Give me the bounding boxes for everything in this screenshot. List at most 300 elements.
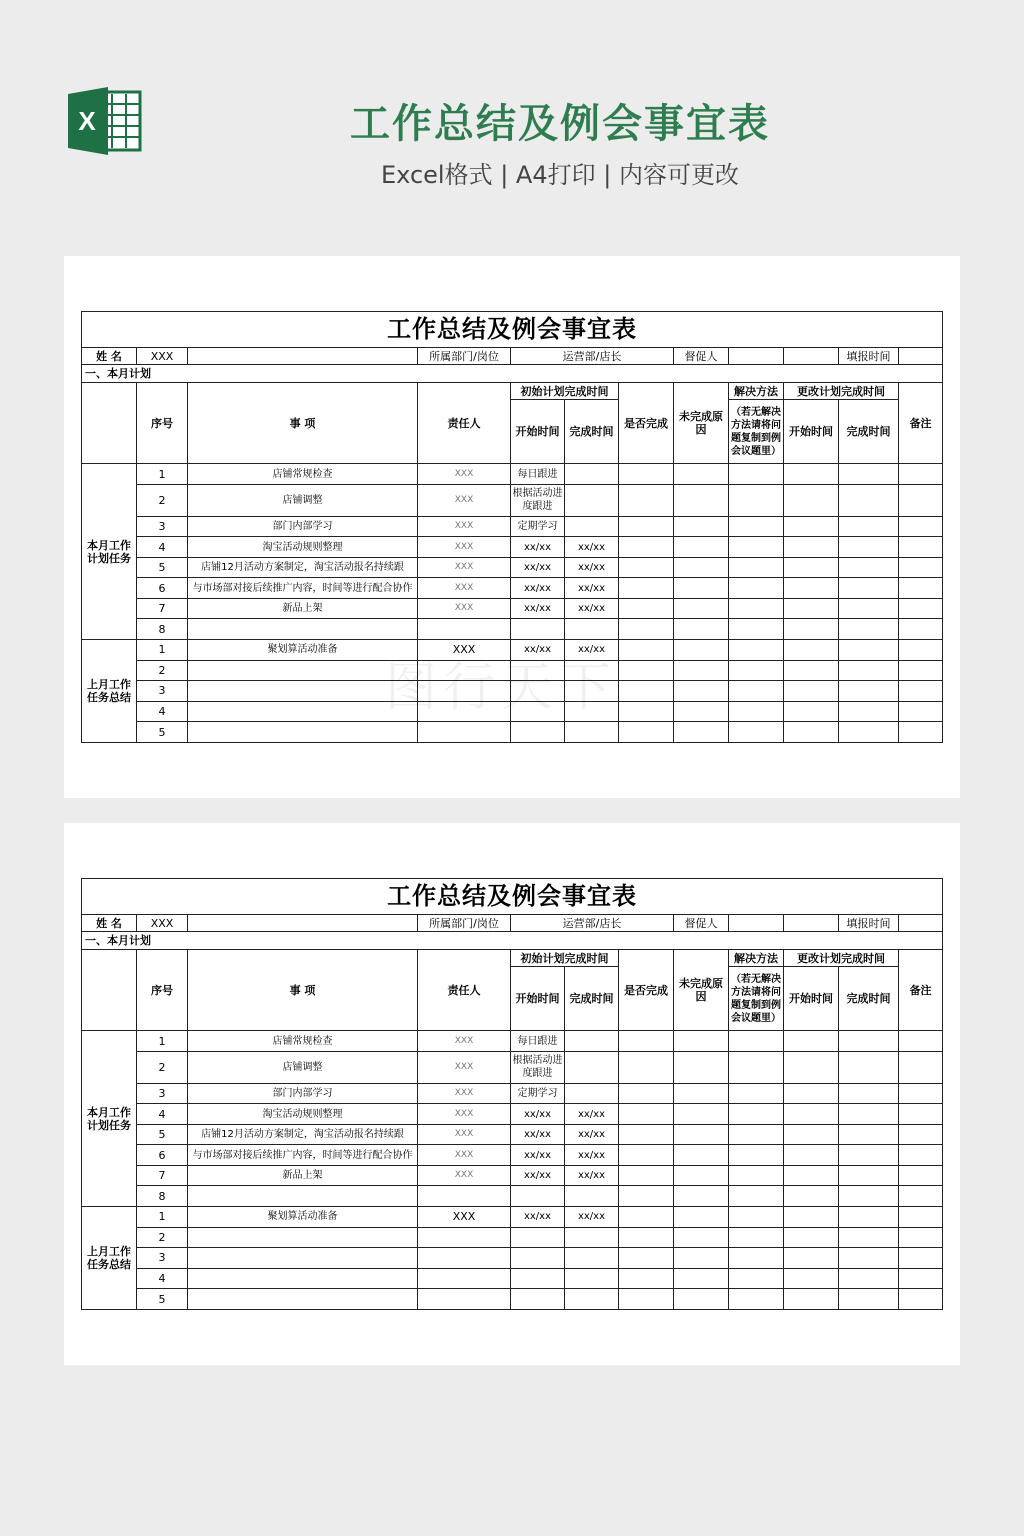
empty-cell[interactable]	[729, 1145, 784, 1166]
empty-cell[interactable]	[674, 1083, 729, 1104]
empty-cell[interactable]	[619, 537, 674, 558]
row-item[interactable]: 与市场部对接后续推广内容，时间等进行配合协作	[188, 1145, 418, 1166]
empty-cell[interactable]	[619, 640, 674, 661]
empty-cell[interactable]	[674, 484, 729, 516]
empty-cell[interactable]	[784, 1165, 839, 1186]
row-item[interactable]: 新品上架	[188, 598, 418, 619]
row-owner[interactable]: XXX	[418, 537, 511, 558]
row-item[interactable]: 店铺常规检查	[188, 464, 418, 485]
empty-cell[interactable]	[619, 1051, 674, 1083]
empty-cell[interactable]	[784, 1186, 839, 1207]
empty-cell[interactable]	[674, 1031, 729, 1052]
row-start[interactable]	[511, 619, 565, 640]
row-owner[interactable]	[418, 1289, 511, 1310]
empty-cell[interactable]	[729, 557, 784, 578]
empty-cell[interactable]	[674, 1104, 729, 1125]
empty-cell[interactable]	[674, 1145, 729, 1166]
empty-cell[interactable]	[899, 464, 943, 485]
row-no[interactable]: 2	[137, 1051, 188, 1083]
empty-cell[interactable]	[784, 722, 839, 743]
row-no[interactable]: 1	[137, 640, 188, 661]
empty-cell[interactable]	[784, 1051, 839, 1083]
empty-cell[interactable]	[899, 537, 943, 558]
row-start[interactable]	[511, 660, 565, 681]
empty-cell[interactable]	[674, 578, 729, 599]
row-start[interactable]	[511, 1248, 565, 1269]
empty-cell[interactable]	[899, 484, 943, 516]
empty-cell[interactable]	[784, 464, 839, 485]
empty-cell[interactable]	[899, 1268, 943, 1289]
empty-cell[interactable]	[899, 1051, 943, 1083]
row-item[interactable]: 店铺调整	[188, 484, 418, 516]
row-start[interactable]	[511, 1186, 565, 1207]
empty-cell[interactable]	[729, 1289, 784, 1310]
empty-cell[interactable]	[899, 1104, 943, 1125]
row-owner[interactable]: XXX	[418, 1104, 511, 1125]
empty-cell[interactable]	[839, 1104, 899, 1125]
empty-cell[interactable]	[674, 1165, 729, 1186]
row-owner[interactable]: XXX	[418, 1145, 511, 1166]
row-start[interactable]	[511, 1268, 565, 1289]
supervisor-value[interactable]	[729, 348, 784, 365]
empty-cell[interactable]	[674, 516, 729, 537]
empty-cell[interactable]	[784, 1268, 839, 1289]
row-no[interactable]: 4	[137, 537, 188, 558]
empty-cell[interactable]	[784, 1227, 839, 1248]
empty-cell[interactable]	[784, 1104, 839, 1125]
empty-cell[interactable]	[899, 1165, 943, 1186]
row-finish[interactable]	[565, 619, 619, 640]
empty-cell[interactable]	[784, 578, 839, 599]
empty-cell[interactable]	[619, 516, 674, 537]
row-owner[interactable]: XXX	[418, 557, 511, 578]
empty-cell[interactable]	[674, 1207, 729, 1228]
empty-cell[interactable]	[619, 1268, 674, 1289]
row-owner[interactable]: XXX	[418, 1207, 511, 1228]
empty-cell[interactable]	[839, 1289, 899, 1310]
row-start[interactable]	[511, 1289, 565, 1310]
row-start[interactable]: 定期学习	[511, 516, 565, 537]
row-start[interactable]: xx/xx	[511, 557, 565, 578]
row-start[interactable]: xx/xx	[511, 578, 565, 599]
empty-cell[interactable]	[729, 1248, 784, 1269]
empty-cell[interactable]	[674, 464, 729, 485]
row-finish[interactable]: xx/xx	[565, 557, 619, 578]
row-finish[interactable]: xx/xx	[565, 598, 619, 619]
empty-cell[interactable]	[784, 1083, 839, 1104]
row-finish[interactable]	[565, 1083, 619, 1104]
empty-cell[interactable]	[674, 1248, 729, 1269]
row-finish[interactable]	[565, 1248, 619, 1269]
row-item[interactable]	[188, 1248, 418, 1269]
row-owner[interactable]: XXX	[418, 516, 511, 537]
empty-cell[interactable]	[899, 1207, 943, 1228]
empty-cell[interactable]	[619, 557, 674, 578]
row-item[interactable]	[188, 1186, 418, 1207]
row-no[interactable]: 8	[137, 619, 188, 640]
empty-cell[interactable]	[784, 537, 839, 558]
row-item[interactable]: 聚划算活动准备	[188, 640, 418, 661]
empty-cell[interactable]	[899, 701, 943, 722]
row-start[interactable]: 每日跟进	[511, 464, 565, 485]
dept-value[interactable]: 运营部/店长	[511, 348, 674, 365]
empty-cell[interactable]	[899, 1289, 943, 1310]
row-finish[interactable]	[565, 701, 619, 722]
row-owner[interactable]: XXX	[418, 1083, 511, 1104]
empty-cell[interactable]	[619, 722, 674, 743]
row-item[interactable]: 店铺12月活动方案制定，淘宝活动报名持续跟	[188, 1124, 418, 1145]
empty-cell[interactable]	[729, 640, 784, 661]
empty-cell[interactable]	[784, 598, 839, 619]
empty-cell[interactable]	[729, 1031, 784, 1052]
name-value[interactable]: XXX	[137, 348, 188, 365]
row-start[interactable]: 根据活动进度跟进	[511, 1051, 565, 1083]
row-start[interactable]: xx/xx	[511, 1145, 565, 1166]
empty-cell[interactable]	[619, 1248, 674, 1269]
empty-cell[interactable]	[784, 660, 839, 681]
empty-cell[interactable]	[899, 660, 943, 681]
row-item[interactable]	[188, 681, 418, 702]
empty-cell[interactable]	[839, 557, 899, 578]
empty-cell[interactable]	[899, 1227, 943, 1248]
empty-cell[interactable]	[674, 1124, 729, 1145]
row-no[interactable]: 6	[137, 578, 188, 599]
empty-cell[interactable]	[729, 722, 784, 743]
row-finish[interactable]	[565, 484, 619, 516]
row-owner[interactable]: XXX	[418, 464, 511, 485]
row-start[interactable]	[511, 681, 565, 702]
supervisor-blank[interactable]	[784, 348, 839, 365]
empty-cell[interactable]	[674, 701, 729, 722]
row-start[interactable]: 根据活动进度跟进	[511, 484, 565, 516]
empty-cell[interactable]	[784, 557, 839, 578]
row-owner[interactable]	[418, 1248, 511, 1269]
empty-cell[interactable]	[839, 1268, 899, 1289]
empty-cell[interactable]	[899, 722, 943, 743]
row-start[interactable]: xx/xx	[511, 1124, 565, 1145]
row-item[interactable]	[188, 1268, 418, 1289]
empty-cell[interactable]	[784, 516, 839, 537]
empty-cell[interactable]	[674, 722, 729, 743]
empty-cell[interactable]	[619, 681, 674, 702]
empty-cell[interactable]	[619, 1227, 674, 1248]
row-owner[interactable]	[418, 681, 511, 702]
empty-cell[interactable]	[674, 1227, 729, 1248]
empty-cell[interactable]	[899, 578, 943, 599]
empty-cell[interactable]	[619, 1031, 674, 1052]
row-finish[interactable]	[565, 1268, 619, 1289]
empty-cell[interactable]	[784, 1031, 839, 1052]
row-start[interactable]: 定期学习	[511, 1083, 565, 1104]
empty-cell[interactable]	[674, 1186, 729, 1207]
row-no[interactable]: 2	[137, 660, 188, 681]
row-item[interactable]: 与市场部对接后续推广内容，时间等进行配合协作	[188, 578, 418, 599]
row-start[interactable]: xx/xx	[511, 1165, 565, 1186]
empty-cell[interactable]	[784, 1289, 839, 1310]
row-start[interactable]: xx/xx	[511, 1207, 565, 1228]
empty-cell[interactable]	[839, 619, 899, 640]
empty-cell[interactable]	[729, 1186, 784, 1207]
empty-cell[interactable]	[899, 1186, 943, 1207]
row-owner[interactable]: XXX	[418, 484, 511, 516]
empty-cell[interactable]	[839, 640, 899, 661]
empty-cell[interactable]	[839, 1248, 899, 1269]
empty-cell[interactable]	[899, 1031, 943, 1052]
empty-cell[interactable]	[729, 1227, 784, 1248]
row-start[interactable]: xx/xx	[511, 640, 565, 661]
empty-cell[interactable]	[839, 1165, 899, 1186]
empty-cell[interactable]	[839, 516, 899, 537]
empty-cell[interactable]	[784, 484, 839, 516]
row-owner[interactable]	[418, 701, 511, 722]
row-no[interactable]: 2	[137, 1227, 188, 1248]
row-no[interactable]: 4	[137, 1104, 188, 1125]
row-owner[interactable]: XXX	[418, 1051, 511, 1083]
row-no[interactable]: 3	[137, 681, 188, 702]
empty-cell[interactable]	[899, 557, 943, 578]
empty-cell[interactable]	[674, 681, 729, 702]
empty-cell[interactable]	[729, 1207, 784, 1228]
row-finish[interactable]: xx/xx	[565, 1104, 619, 1125]
empty-cell[interactable]	[729, 619, 784, 640]
empty-cell[interactable]	[729, 1051, 784, 1083]
empty-cell[interactable]	[839, 681, 899, 702]
row-no[interactable]: 5	[137, 1289, 188, 1310]
row-item[interactable]: 部门内部学习	[188, 1083, 418, 1104]
empty-cell[interactable]	[839, 537, 899, 558]
row-start[interactable]: xx/xx	[511, 598, 565, 619]
row-start[interactable]: xx/xx	[511, 1104, 565, 1125]
row-item[interactable]: 淘宝活动规则整理	[188, 1104, 418, 1125]
empty-cell[interactable]	[839, 1031, 899, 1052]
empty-cell[interactable]	[674, 1051, 729, 1083]
empty-cell[interactable]	[784, 640, 839, 661]
empty-cell[interactable]	[674, 557, 729, 578]
row-finish[interactable]: xx/xx	[565, 1207, 619, 1228]
row-finish[interactable]: xx/xx	[565, 578, 619, 599]
empty-cell[interactable]	[619, 1145, 674, 1166]
row-owner[interactable]	[418, 1268, 511, 1289]
row-no[interactable]: 2	[137, 484, 188, 516]
empty-cell[interactable]	[619, 701, 674, 722]
row-no[interactable]: 3	[137, 1083, 188, 1104]
row-no[interactable]: 8	[137, 1186, 188, 1207]
empty-cell[interactable]	[784, 1124, 839, 1145]
empty-cell[interactable]	[619, 1124, 674, 1145]
empty-cell[interactable]	[839, 1207, 899, 1228]
row-item[interactable]: 聚划算活动准备	[188, 1207, 418, 1228]
empty-cell[interactable]	[729, 1104, 784, 1125]
row-no[interactable]: 1	[137, 1207, 188, 1228]
empty-cell[interactable]	[839, 598, 899, 619]
row-finish[interactable]	[565, 722, 619, 743]
row-item[interactable]	[188, 619, 418, 640]
empty-cell[interactable]	[839, 1227, 899, 1248]
row-start[interactable]	[511, 1227, 565, 1248]
row-item[interactable]	[188, 722, 418, 743]
row-no[interactable]: 6	[137, 1145, 188, 1166]
row-finish[interactable]	[565, 1227, 619, 1248]
empty-cell[interactable]	[784, 701, 839, 722]
row-item[interactable]: 新品上架	[188, 1165, 418, 1186]
empty-cell[interactable]	[839, 1186, 899, 1207]
empty-cell[interactable]	[619, 598, 674, 619]
empty-cell[interactable]	[899, 516, 943, 537]
empty-cell[interactable]	[674, 598, 729, 619]
empty-cell[interactable]	[784, 619, 839, 640]
empty-cell[interactable]	[839, 701, 899, 722]
empty-cell[interactable]	[839, 484, 899, 516]
row-finish[interactable]	[565, 681, 619, 702]
row-owner[interactable]: XXX	[418, 598, 511, 619]
row-start[interactable]: 每日跟进	[511, 1031, 565, 1052]
row-owner[interactable]: XXX	[418, 640, 511, 661]
empty-cell[interactable]	[784, 1207, 839, 1228]
empty-cell[interactable]	[784, 1248, 839, 1269]
supervisor-blank[interactable]	[784, 915, 839, 932]
sheet-preview-1	[64, 256, 960, 798]
name-blank[interactable]	[188, 348, 418, 365]
row-no[interactable]: 3	[137, 1248, 188, 1269]
empty-cell[interactable]	[899, 1083, 943, 1104]
row-no[interactable]: 5	[137, 1124, 188, 1145]
empty-cell[interactable]	[839, 1083, 899, 1104]
name-blank[interactable]	[188, 915, 418, 932]
row-item[interactable]: 店铺常规检查	[188, 1031, 418, 1052]
empty-cell[interactable]	[784, 1145, 839, 1166]
empty-cell[interactable]	[619, 660, 674, 681]
empty-cell[interactable]	[619, 1104, 674, 1125]
empty-cell[interactable]	[899, 1248, 943, 1269]
row-no[interactable]: 7	[137, 1165, 188, 1186]
empty-cell[interactable]	[839, 722, 899, 743]
empty-cell[interactable]	[839, 464, 899, 485]
row-no[interactable]: 5	[137, 722, 188, 743]
empty-cell[interactable]	[729, 578, 784, 599]
row-finish[interactable]	[565, 1186, 619, 1207]
row-start[interactable]	[511, 701, 565, 722]
row-item[interactable]: 店铺12月活动方案制定，淘宝活动报名持续跟	[188, 557, 418, 578]
empty-cell[interactable]	[729, 701, 784, 722]
row-start[interactable]	[511, 722, 565, 743]
table-row	[82, 660, 943, 681]
row-finish[interactable]: xx/xx	[565, 537, 619, 558]
empty-cell[interactable]	[899, 619, 943, 640]
row-start[interactable]: xx/xx	[511, 537, 565, 558]
empty-cell[interactable]	[839, 1124, 899, 1145]
row-item[interactable]	[188, 660, 418, 681]
empty-cell[interactable]	[674, 1289, 729, 1310]
row-finish[interactable]: xx/xx	[565, 1145, 619, 1166]
row-no[interactable]: 4	[137, 701, 188, 722]
empty-cell[interactable]	[729, 660, 784, 681]
empty-cell[interactable]	[619, 1207, 674, 1228]
row-owner[interactable]: XXX	[418, 1165, 511, 1186]
row-finish[interactable]	[565, 1051, 619, 1083]
row-owner[interactable]	[418, 1186, 511, 1207]
empty-cell[interactable]	[619, 1186, 674, 1207]
row-owner[interactable]	[418, 722, 511, 743]
empty-cell[interactable]	[899, 598, 943, 619]
row-item[interactable]	[188, 1289, 418, 1310]
empty-cell[interactable]	[619, 484, 674, 516]
row-no[interactable]: 5	[137, 557, 188, 578]
name-value[interactable]: XXX	[137, 915, 188, 932]
row-item[interactable]: 部门内部学习	[188, 516, 418, 537]
date-value[interactable]	[899, 915, 943, 932]
empty-cell[interactable]	[729, 1083, 784, 1104]
row-finish[interactable]	[565, 1031, 619, 1052]
empty-cell[interactable]	[839, 1051, 899, 1083]
row-item[interactable]	[188, 701, 418, 722]
empty-cell[interactable]	[899, 681, 943, 702]
row-owner[interactable]	[418, 660, 511, 681]
row-owner[interactable]	[418, 619, 511, 640]
empty-cell[interactable]	[839, 660, 899, 681]
empty-cell[interactable]	[674, 619, 729, 640]
empty-cell[interactable]	[784, 681, 839, 702]
row-no[interactable]: 4	[137, 1268, 188, 1289]
row-finish[interactable]	[565, 516, 619, 537]
empty-cell[interactable]	[899, 640, 943, 661]
empty-cell[interactable]	[729, 1268, 784, 1289]
empty-cell[interactable]	[729, 598, 784, 619]
row-no[interactable]: 3	[137, 516, 188, 537]
row-owner[interactable]	[418, 1227, 511, 1248]
empty-cell[interactable]	[619, 464, 674, 485]
empty-cell[interactable]	[674, 537, 729, 558]
row-owner[interactable]: XXX	[418, 578, 511, 599]
row-item[interactable]: 店铺调整	[188, 1051, 418, 1083]
empty-cell[interactable]	[729, 464, 784, 485]
empty-cell[interactable]	[839, 578, 899, 599]
empty-cell[interactable]	[729, 516, 784, 537]
empty-cell[interactable]	[674, 1268, 729, 1289]
row-finish[interactable]: xx/xx	[565, 1124, 619, 1145]
row-owner[interactable]: XXX	[418, 1124, 511, 1145]
empty-cell[interactable]	[619, 1083, 674, 1104]
empty-cell[interactable]	[729, 681, 784, 702]
empty-cell[interactable]	[729, 1165, 784, 1186]
empty-cell[interactable]	[899, 1124, 943, 1145]
empty-cell[interactable]	[619, 1289, 674, 1310]
empty-cell[interactable]	[674, 660, 729, 681]
row-item[interactable]	[188, 1227, 418, 1248]
row-finish[interactable]: xx/xx	[565, 640, 619, 661]
supervisor-value[interactable]	[729, 915, 784, 932]
row-owner[interactable]: XXX	[418, 1031, 511, 1052]
row-finish[interactable]	[565, 660, 619, 681]
row-finish[interactable]	[565, 1289, 619, 1310]
row-no[interactable]: 7	[137, 598, 188, 619]
empty-cell[interactable]	[619, 578, 674, 599]
empty-cell[interactable]	[729, 484, 784, 516]
empty-cell[interactable]	[619, 619, 674, 640]
dept-value[interactable]: 运营部/店长	[511, 915, 674, 932]
date-value[interactable]	[899, 348, 943, 365]
row-item[interactable]: 淘宝活动规则整理	[188, 537, 418, 558]
row-finish[interactable]	[565, 464, 619, 485]
empty-cell[interactable]	[674, 640, 729, 661]
row-no[interactable]: 1	[137, 1031, 188, 1052]
empty-cell[interactable]	[619, 1165, 674, 1186]
row-finish[interactable]: xx/xx	[565, 1165, 619, 1186]
empty-cell[interactable]	[899, 1145, 943, 1166]
row-no[interactable]: 1	[137, 464, 188, 485]
empty-cell[interactable]	[729, 537, 784, 558]
empty-cell[interactable]	[839, 1145, 899, 1166]
empty-cell[interactable]	[729, 1124, 784, 1145]
